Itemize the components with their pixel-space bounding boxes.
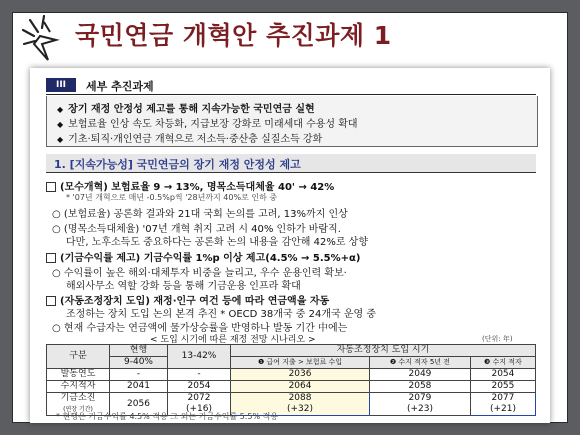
table-row: 수지적자 2041 2054 2064 2058 2055: [47, 381, 536, 393]
burst-icon: [20, 14, 72, 66]
body-line: (기금수익률 제고) 기금수익률 1%p 이상 제고(4.5% → 5.5%+α): [46, 249, 360, 264]
table-header: 9-40%: [110, 357, 168, 369]
body-line: 조정하는 장치 도입 논의 본격 추진 * OECD 38개국 중 24개국 운영 중: [66, 309, 376, 320]
body-line: ○ (보험료율) 공론화 결과와 21대 국회 논의를 고려, 13%까지 인상: [52, 209, 348, 220]
table-header: ❸ 수지 적자: [470, 357, 535, 369]
document-page: [30, 68, 550, 423]
table-header: 현행: [110, 345, 168, 357]
table-row: 발동연도 - - 2036 2049 2054: [47, 369, 536, 381]
summary-box: [46, 96, 538, 147]
checkbox-icon: [46, 253, 56, 263]
table-row: 기금소진 (연장 기간) 2056 2072 (+16) 2088 (+32) 2079 (+23) 2077 (+21): [47, 393, 536, 416]
table-unit: (단위: 年): [482, 335, 513, 343]
table-header: 자동조정장치 도입 시기: [231, 345, 536, 357]
table-header: 13-42%: [168, 345, 231, 369]
table-header: ❶ 급여 지출 > 보험료 수입: [231, 357, 370, 369]
subsection-title: 1. [지속가능성] 국민연금의 장기 재정 안정성 제고: [54, 158, 301, 171]
section-number: III: [46, 78, 76, 92]
table-caption: < 도입 시기에 따른 재정 전망 시나리오 >: [150, 335, 316, 345]
body-line: ○ 현재 수급자는 연금액에 물가상승률을 반영하나 발동 기간 中에는: [52, 323, 348, 334]
summary-line: ◆ 기초·퇴직·개인연금 개혁으로 저소득·중산층 실질소득 강화: [57, 134, 323, 145]
body-line: (모수개혁) 보험료율 9 → 13%, 명목소득대체율 40' → 42%: [46, 178, 334, 193]
section-header: [46, 76, 536, 95]
summary-line: ◆ 보험료율 인상 속도 차등화, 지급보장 강화로 미래세대 수용성 확대: [57, 119, 358, 130]
scenario-table: [46, 344, 536, 416]
body-line: 다만, 노후소득도 중요하다는 공론화 논의 내용을 감안해 42%로 상향: [66, 237, 368, 248]
table-note: * 현행은 기금수익률 4.5% 적용 그 외는 기금수익률 5.5% 적용: [56, 412, 279, 421]
table-header: 구분: [47, 345, 110, 369]
body-note: * '07년 개혁으로 매년 -0.5%p씩 '28년까지 40%로 인하 중: [66, 193, 278, 202]
slide-title: 국민연금 개혁안 추진과제 1: [75, 21, 392, 50]
body-line: 해외사무소 역할 강화 등을 통해 기금운용 인프라 확대: [66, 281, 301, 292]
section-title: 세부 추진과제: [86, 80, 154, 93]
table-header: ❷ 수지 적자 5년 전: [370, 357, 471, 369]
checkbox-icon: [46, 182, 56, 192]
subsection-header: [46, 154, 536, 173]
table-header-row: [47, 345, 536, 357]
body-line: ○ 수익률이 높은 해외·대체투자 비중을 늘리고, 우수 운용인력 확보·: [52, 268, 347, 279]
body-line: ○ (명목소득대체율) '07년 개혁 취지 고려 시 40% 인하가 바람직.: [52, 224, 341, 235]
summary-line: ◆ 장기 재정 안정성 제고를 통해 지속가능한 국민연금 실현: [57, 104, 315, 115]
checkbox-icon: [46, 296, 56, 306]
body-line: (자동조정장치 도입) 재정·인구 여건 등에 따라 연금액을 자동: [46, 292, 329, 307]
table-header-row: [47, 357, 536, 369]
